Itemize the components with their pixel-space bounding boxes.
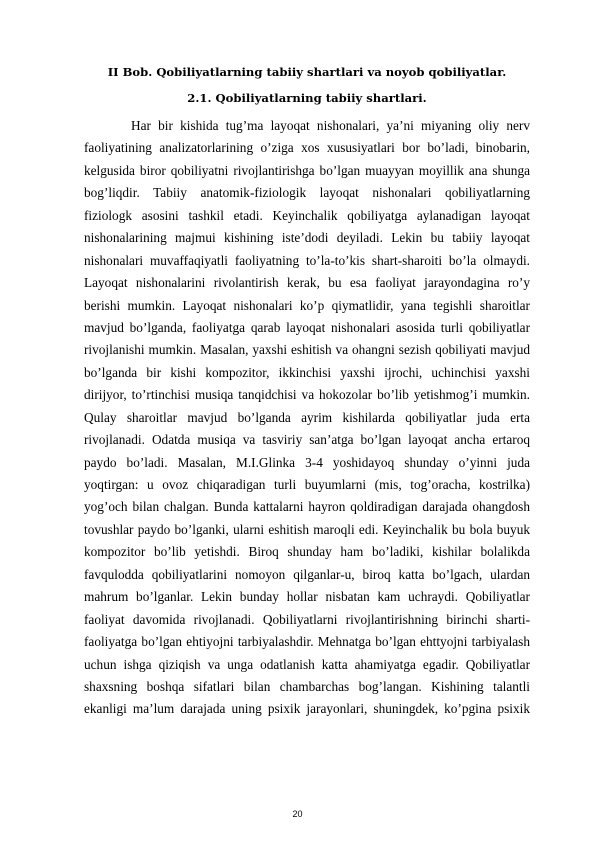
paragraph-line: kompozitor bo’lib yetishdi. Biroq shunday ham bo’ladiki, kishilar bolalikda xyxy=(84,544,530,560)
paragraph-line: nishonalari muvaffaqiyatli faoliyatning to’la-to’kis shart-sharoiti bo’la olmaydi. xyxy=(84,252,530,268)
paragraph-line: bog’liqdir. Tabiiy anatomik-fiziologik layoqat nishonalari qobiliyatlarning xyxy=(84,185,530,201)
paragraph-line: yoqtirgan: u ovoz chiqaradigan turli buyumlarni (mis, tog’oracha, kostrilka) xyxy=(84,477,530,492)
paragraph-line: Qulay sharoitlar mavjud bo’lganda ayrim kishilarda qobiliyatlar juda erta xyxy=(84,409,530,425)
body-paragraph xyxy=(84,115,530,721)
paragraph-line: ekanligi ma’lum darajada uning psixik jarayonlari, shuningdek, ko’pgina psixik xyxy=(84,701,530,717)
paragraph-line: faoliyatga bo’lgan ehtiyojni tarbiyalashdir. Mehnatga bo’lgan ehttyojni tarbiyalash xyxy=(84,634,530,650)
paragraph-line: rivojlanishi mumkin. Masalan, yaxshi eshitish va ohangni sezish qobiliyati mavjud xyxy=(84,342,530,358)
paragraph-line: mahrum bo’lganlar. Lekin bunday hollar nisbatan kam uchraydi. Qobiliyatlar xyxy=(84,589,530,605)
paragraph-line: paydo bo’ladi. Masalan, M.I.Glinka 3-4 yoshidayoq shunday o’yinni juda xyxy=(84,454,530,470)
paragraph-line: mavjud bo’lganda, faoliyatga qarab layoqat nishonalari asosida turli qobiliyatlar xyxy=(84,319,530,335)
paragraph-line: bo’lganda bir kishi kompozitor, ikkinchisi yaxshi ijrochi, uchinchisi yaxshi xyxy=(84,364,530,380)
paragraph-line: berishi mumkin. Layoqat nishonalari ko’p qiymatlidir, yana tegishli sharoitlar xyxy=(84,297,530,313)
paragraph-line: tovushlar paydo bo’lganki, ularni eshitish maroqli edi. Keyinchalik bu bola buyuk xyxy=(84,521,530,537)
paragraph-line: uchun ishga qiziqish va unga odatlanish katta ahamiyatga egadir. Qobiliyatlar xyxy=(84,656,530,672)
section-title: 2.1. Qobiliyatlarning tabiiy shartlari. xyxy=(187,91,427,105)
paragraph-line: yog’och bilan chalgan. Bunda kattalarni hayron qoldiradigan darajada ohangdosh xyxy=(84,499,530,515)
paragraph-line: nishonalarining majmui kishining iste’dodi deyiladi. Lekin bu tabiiy layoqat xyxy=(84,230,530,246)
paragraph-line: rivojlanadi. Odatda musiqa va tasviriy san’atga bo’lgan layoqat ancha ertaroq xyxy=(84,432,530,448)
paragraph-line: favqulodda qobiliyatlarini nomoyon qilganlar-u, biroq katta bo’lgach, ulardan xyxy=(84,566,530,582)
paragraph-line: kelgusida biror qobiliyatni rivojlantirishga bo’lgan muayyan moyillik ana shunga xyxy=(84,162,530,178)
chapter-title: II Bob. Qobiliyatlarning tabiiy shartlari va noyob qobiliyatlar. xyxy=(107,65,507,79)
paragraph-line: dirijyor, to’rtinchisi musiqa tanqidchisi va hokozolar bo’lib yetishmog’i mumkin. xyxy=(84,387,530,403)
paragraph-line: faoliyatining analizatorlarining o’ziga xos xususiyatlari bor bo’ladi, binobarin, xyxy=(84,140,530,156)
paragraph-line: faoliyat davomida rivojlanadi. Qobiliyatlarni rivojlantirishning birinchi sharti- xyxy=(84,611,530,627)
page-number: 20 xyxy=(292,809,303,819)
paragraph-line: fiziologk asosini tashkil etadi. Keyinchalik qobiliyatga aylanadigan layoqat xyxy=(84,207,530,223)
paragraph-line: Har bir kishida tug’ma layoqat nishonalari, ya’ni miyaning oliy nerv xyxy=(131,118,530,133)
paragraph-line: shaxsning boshqa sifatlari bilan chambarchas bog’langan. Kishining talantli xyxy=(84,678,530,694)
paragraph-line: Layoqat nishonalarini rivolantirish kerak, bu esa faoliyat jarayondagina ro’y xyxy=(84,275,530,291)
